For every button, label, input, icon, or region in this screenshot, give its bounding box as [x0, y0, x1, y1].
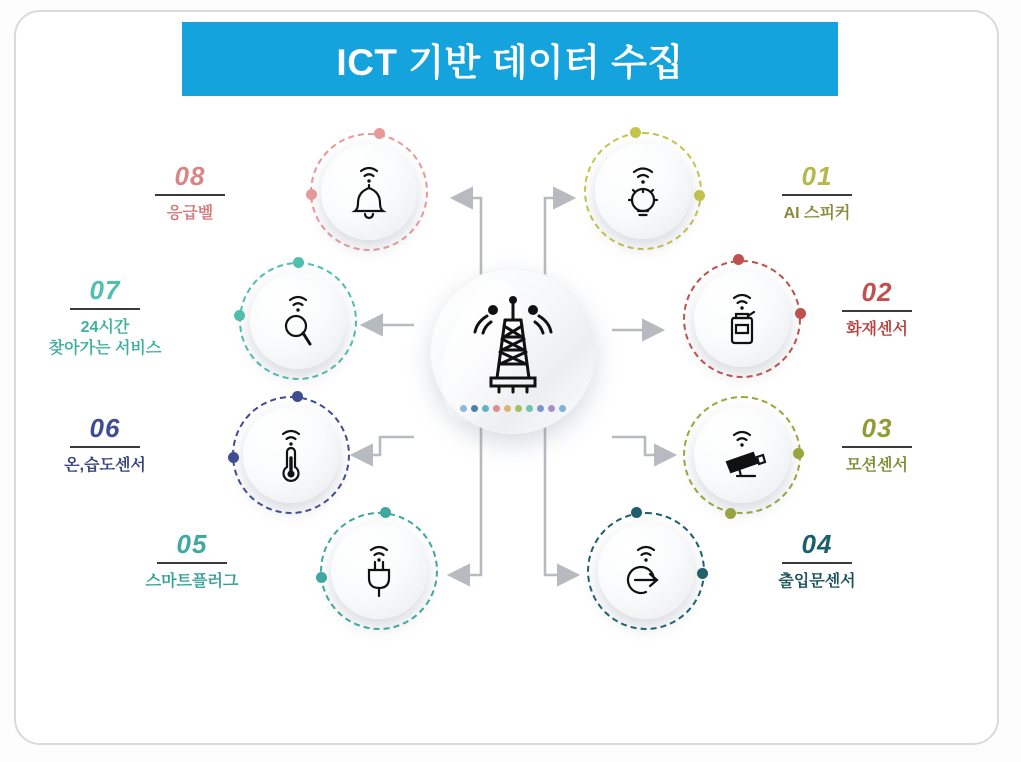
node-05-bead-b [316, 572, 327, 583]
node-08[interactable] [310, 133, 428, 251]
node-01-bead-a [630, 127, 641, 138]
label-07-rule [70, 308, 140, 310]
label-05 [97, 530, 287, 592]
center-hub [430, 268, 596, 434]
label-04-number: 04 [801, 529, 833, 559]
label-03-caption: 모션센서 [846, 456, 908, 474]
node-01[interactable] [584, 132, 702, 250]
label-07 [10, 276, 200, 360]
node-06-disc [243, 407, 339, 503]
label-03-rule [842, 446, 912, 448]
node-02-disc [694, 271, 790, 367]
node-07[interactable] [239, 262, 357, 380]
label-08-caption: 응급벨 [166, 204, 214, 222]
label-04-caption: 출입문센서 [778, 572, 856, 590]
label-06 [10, 414, 200, 476]
page-title-banner [182, 22, 838, 96]
node-01-disc [595, 143, 691, 239]
node-05-bead-a [380, 507, 391, 518]
node-08-bead-a [374, 128, 385, 139]
label-02-rule [842, 310, 912, 312]
node-07-bead-a [293, 257, 304, 268]
label-01-number: 01 [801, 161, 833, 191]
node-01-bead-b [694, 190, 705, 201]
label-02-caption: 화재센서 [846, 320, 908, 338]
label-01-caption: AI 스피커 [783, 204, 851, 222]
node-04-bead-a [631, 507, 642, 518]
label-07-number: 07 [89, 275, 121, 305]
lightbulb-icon [615, 160, 671, 222]
node-06[interactable] [232, 396, 350, 514]
node-02-bead-a [733, 254, 744, 265]
label-02-number: 02 [861, 277, 893, 307]
bell-icon [341, 161, 397, 223]
node-07-disc [250, 273, 346, 369]
node-08-disc [321, 144, 417, 240]
label-03-number: 03 [861, 413, 893, 443]
label-08-rule [155, 194, 225, 196]
label-05-number: 05 [176, 529, 208, 559]
page-title: ICT 기반 데이터 수집 [336, 42, 684, 83]
label-04 [722, 530, 912, 592]
label-06-rule [70, 446, 140, 448]
magnifier-icon [270, 290, 326, 352]
label-07-caption-line1: 24시간 [80, 318, 130, 336]
cctv-camera-icon [713, 424, 771, 486]
node-05-disc [331, 523, 427, 619]
hub-dot-row [430, 405, 596, 412]
label-02 [782, 278, 972, 340]
tower-antenna-icon [463, 292, 563, 396]
label-01 [722, 162, 912, 224]
power-plug-icon [351, 540, 407, 602]
label-06-caption: 온,습도센서 [64, 456, 146, 474]
node-04-disc [598, 523, 694, 619]
label-07-caption-line2: 찾아가는 서비스 [48, 340, 162, 358]
label-08-number: 08 [174, 161, 206, 191]
node-05[interactable] [320, 512, 438, 630]
node-04[interactable] [587, 512, 705, 630]
label-04-rule [782, 562, 852, 564]
thermometer-icon [263, 424, 319, 486]
node-04-bead-b [697, 568, 708, 579]
node-03-bead-b [725, 508, 736, 519]
label-05-caption: 스마트플러그 [145, 572, 239, 590]
node-08-bead-b [306, 189, 317, 200]
door-sensor-icon [618, 540, 674, 602]
node-03-disc [694, 407, 790, 503]
label-01-rule [782, 194, 852, 196]
node-07-bead-b [234, 310, 245, 321]
label-03 [782, 414, 972, 476]
label-05-rule [157, 562, 227, 564]
label-08 [95, 162, 285, 224]
label-06-number: 06 [89, 413, 121, 443]
fire-extinguisher-icon [714, 288, 770, 350]
node-06-bead-b [228, 452, 239, 463]
node-06-bead-a [292, 391, 303, 402]
